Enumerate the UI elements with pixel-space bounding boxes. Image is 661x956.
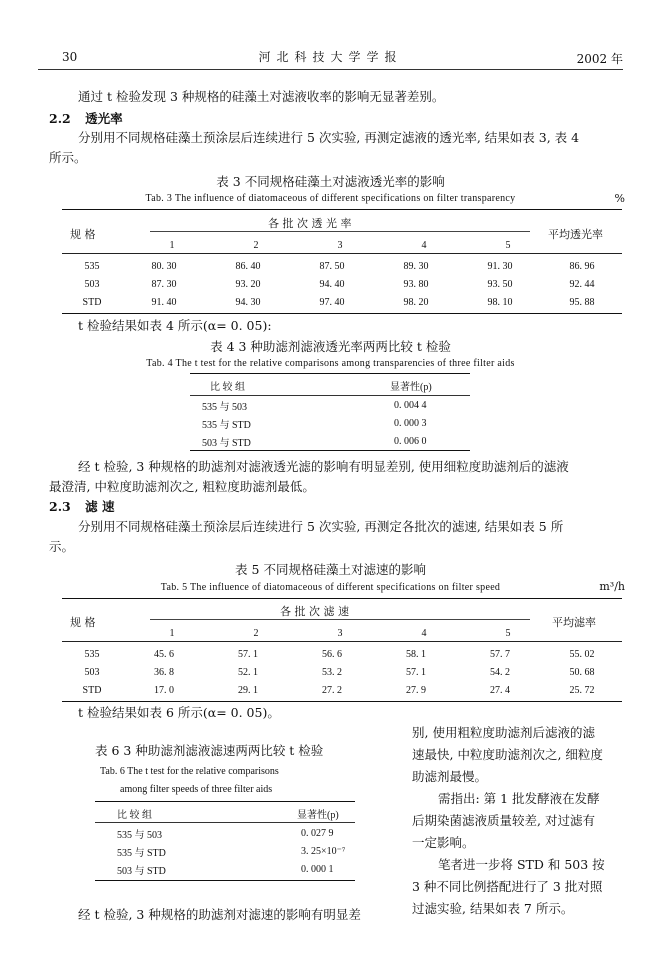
table-row <box>62 681 622 699</box>
value-cell: 86. 40 <box>235 260 261 272</box>
value-cell: 94. 30 <box>235 296 261 308</box>
table-5-caption-en: Tab. 5 The influence of diatomaceous of different specifications on filter speed <box>160 582 501 593</box>
table-3-batch-numbers <box>130 236 550 254</box>
value-cell: 91. 30 <box>487 260 513 272</box>
text-line: 3 种不同比例搭配进行了 3 批对照 <box>412 879 603 894</box>
p-cell: 0. 000 3 <box>394 417 427 429</box>
table-3-col-avg: 平均透光率 <box>548 228 603 241</box>
batch-num: 1 <box>169 239 175 251</box>
group-cell: 535 与 STD <box>202 419 251 431</box>
table-4-caption: 表 4 3 种助滤剂滤液透光率两两比较 t 检验 <box>210 339 451 354</box>
header-rule <box>38 69 623 70</box>
table-bottom-rule <box>62 313 622 314</box>
value-cell: 87. 30 <box>151 278 177 290</box>
col-header: 显著性(p) <box>390 381 432 393</box>
table-5-col-avg: 平均滤率 <box>552 616 596 629</box>
journal-title: 河北科技大学学报 <box>258 50 403 64</box>
value-cell: 36. 8 <box>154 666 174 678</box>
table-top-rule <box>62 209 622 210</box>
table-row <box>190 396 470 414</box>
section-title: 滤 速 <box>85 499 115 514</box>
col-header: 比 较 组 <box>210 381 245 393</box>
table-6 <box>95 804 355 822</box>
batch-num: 2 <box>253 239 259 251</box>
group-cell: 503 与 STD <box>202 437 251 449</box>
table-row <box>62 645 622 663</box>
paragraph: 分别用不同规格硅藻土预涂层后连续进行 5 次实验, 再测定滤液的透光率, 结果如表 3, 表 4 <box>78 130 580 145</box>
value-cell: 54. 2 <box>490 666 510 678</box>
table-4-caption-en: Tab. 4 The t test for the relative comparisons among transparencies of three filter aids <box>146 358 515 369</box>
batch-num: 4 <box>421 627 427 639</box>
paragraph: 分别用不同规格硅藻土预涂层后连续进行 5 次实验, 再测定各批次的滤速, 结果如表 5 所 <box>78 519 564 534</box>
avg-cell: 86. 96 <box>569 260 595 272</box>
paragraph: 经 t 检验, 3 种规格的助滤剂对滤速的影响有明显差 <box>78 907 361 922</box>
text-line: 一定影响。 <box>412 835 475 850</box>
table-3-unit: % <box>614 192 625 205</box>
value-cell: 57. 1 <box>238 648 258 660</box>
text-line: 后期染菌滤液质量较差, 对过滤有 <box>412 813 595 828</box>
section-number: 2.2 <box>49 111 71 126</box>
value-cell: 57. 7 <box>490 648 510 660</box>
p-cell: 0. 006 0 <box>394 435 427 447</box>
value-cell: 94. 40 <box>319 278 345 290</box>
spec-cell: STD <box>82 684 102 696</box>
value-cell: 27. 2 <box>322 684 342 696</box>
table-6-body <box>95 824 355 878</box>
spec-cell: 503 <box>84 278 100 290</box>
value-cell: 17. 0 <box>154 684 174 696</box>
batch-num: 3 <box>337 627 343 639</box>
value-cell: 89. 30 <box>403 260 429 272</box>
section-number: 2.3 <box>49 499 71 514</box>
avg-cell: 92. 44 <box>569 278 595 290</box>
table-header-rule <box>62 641 622 642</box>
batch-num: 1 <box>169 627 175 639</box>
p-cell: 0. 004 4 <box>394 399 427 411</box>
section-title: 透光率 <box>85 111 123 126</box>
table-row <box>190 432 470 450</box>
value-cell: 27. 9 <box>406 684 426 696</box>
p-cell: 0. 000 1 <box>301 863 334 875</box>
spec-cell: 503 <box>84 666 100 678</box>
paragraph: t 检验结果如表 6 所示(α= 0. 05)。 <box>78 705 280 720</box>
table-4 <box>190 376 470 394</box>
table-3-caption: 表 3 不同规格硅藻土对滤液透光率的影响 <box>216 174 445 189</box>
table-row <box>62 663 622 681</box>
right-column-text <box>412 722 627 920</box>
value-cell: 45. 6 <box>154 648 174 660</box>
value-cell: 98. 10 <box>487 296 513 308</box>
batch-num: 5 <box>505 239 511 251</box>
table-4-body <box>190 396 470 450</box>
value-cell: 56. 6 <box>322 648 342 660</box>
batch-num: 4 <box>421 239 427 251</box>
table-3-col-spec: 规 格 <box>70 228 96 241</box>
table-6-caption-en: among filter speeds of three filter aids <box>120 784 273 795</box>
avg-cell: 95. 88 <box>569 296 595 308</box>
spec-cell: STD <box>82 296 102 308</box>
value-cell: 57. 1 <box>406 666 426 678</box>
table-bottom-rule <box>62 701 622 702</box>
text-line: 过滤实验, 结果如表 7 所示。 <box>412 901 574 916</box>
p-cell: 3. 25×10⁻⁷ <box>301 845 346 857</box>
table-header-rule <box>62 253 622 254</box>
batch-num: 3 <box>337 239 343 251</box>
text-line: 助滤剂最慢。 <box>412 769 488 784</box>
table-5-batch-numbers <box>130 624 550 642</box>
table-bottom-rule <box>95 880 355 881</box>
value-cell: 58. 1 <box>406 648 426 660</box>
value-cell: 29. 1 <box>238 684 258 696</box>
table-row <box>95 842 355 860</box>
table-top-rule <box>62 598 622 599</box>
value-cell: 87. 50 <box>319 260 345 272</box>
p-cell: 0. 027 9 <box>301 827 334 839</box>
value-cell: 93. 80 <box>403 278 429 290</box>
table-header-row <box>190 376 470 394</box>
sub-header-rule <box>150 231 530 232</box>
value-cell: 97. 40 <box>319 296 345 308</box>
value-cell: 98. 20 <box>403 296 429 308</box>
table-row <box>62 293 622 311</box>
col-header: 显著性(p) <box>297 809 339 821</box>
text-line: 需指出: 第 1 批发酵液在发酵 <box>438 791 600 806</box>
paragraph: t 检验结果如表 4 所示(α= 0. 05): <box>78 318 272 333</box>
avg-cell: 55. 02 <box>569 648 595 660</box>
value-cell: 53. 2 <box>322 666 342 678</box>
text-line: 速最快, 中粒度助滤剂次之, 细粒度 <box>412 747 603 762</box>
table-top-rule <box>190 373 470 374</box>
text-line: 笔者进一步将 STD 和 503 按 <box>438 857 605 872</box>
value-cell: 93. 20 <box>235 278 261 290</box>
table-row <box>95 824 355 842</box>
col-header: 比 较 组 <box>117 809 152 821</box>
table-header-rule <box>95 822 355 823</box>
table-row <box>95 860 355 878</box>
batch-num: 2 <box>253 627 259 639</box>
table-row <box>190 414 470 432</box>
table-5-unit: m³/h <box>599 580 625 593</box>
table-row <box>62 275 622 293</box>
group-cell: 503 与 STD <box>117 865 166 877</box>
batch-num: 5 <box>505 627 511 639</box>
table-5-col-spec: 规 格 <box>70 616 96 629</box>
table-3-col-batch: 各 批 次 透 光 率 <box>268 217 352 230</box>
table-header-row <box>95 804 355 822</box>
value-cell: 93. 50 <box>487 278 513 290</box>
group-cell: 535 与 STD <box>117 847 166 859</box>
section-heading <box>49 109 123 127</box>
table-5-body <box>62 645 622 699</box>
table-row <box>62 257 622 275</box>
spec-cell: 535 <box>84 648 100 660</box>
spec-cell: 535 <box>84 260 100 272</box>
paragraph: 经 t 检验, 3 种规格的助滤剂对滤液透光滤的影响有明显差别, 使用细粒度助滤剂后的滤液 <box>78 459 569 474</box>
value-cell: 27. 4 <box>490 684 510 696</box>
section-heading <box>49 497 114 515</box>
avg-cell: 25. 72 <box>569 684 595 696</box>
paragraph-continuation: 最澄清, 中粒度助滤剂次之, 粗粒度助滤剂最低。 <box>49 479 315 494</box>
sub-header-rule <box>150 619 530 620</box>
paragraph: 通过 t 检验发现 3 种规格的硅藻土对滤液收率的影响无显著差别。 <box>78 89 445 104</box>
value-cell: 52. 1 <box>238 666 258 678</box>
paragraph-continuation: 所示。 <box>49 150 87 165</box>
paragraph-continuation: 示。 <box>49 539 75 554</box>
text-line: 别, 使用粗粒度助滤剂后滤液的滤 <box>412 725 595 740</box>
table-bottom-rule <box>190 450 470 451</box>
page-number: 30 <box>62 50 78 64</box>
table-6-caption-en: Tab. 6 The t test for the relative comparisons <box>100 766 279 777</box>
table-5-col-batch: 各 批 次 滤 速 <box>280 605 349 618</box>
value-cell: 91. 40 <box>151 296 177 308</box>
table-3-body <box>62 257 622 311</box>
table-6-caption: 表 6 3 种助滤剂滤液滤速两两比较 t 检验 <box>95 743 324 758</box>
group-cell: 535 与 503 <box>117 829 162 841</box>
value-cell: 80. 30 <box>151 260 177 272</box>
publication-year: 2002 年 <box>576 52 623 66</box>
table-5-caption: 表 5 不同规格硅藻土对滤速的影响 <box>235 562 426 577</box>
group-cell: 535 与 503 <box>202 401 247 413</box>
avg-cell: 50. 68 <box>569 666 595 678</box>
table-3-caption-en: Tab. 3 The influence of diatomaceous of different specifications on filter transparency <box>145 193 516 204</box>
table-top-rule <box>95 801 355 802</box>
